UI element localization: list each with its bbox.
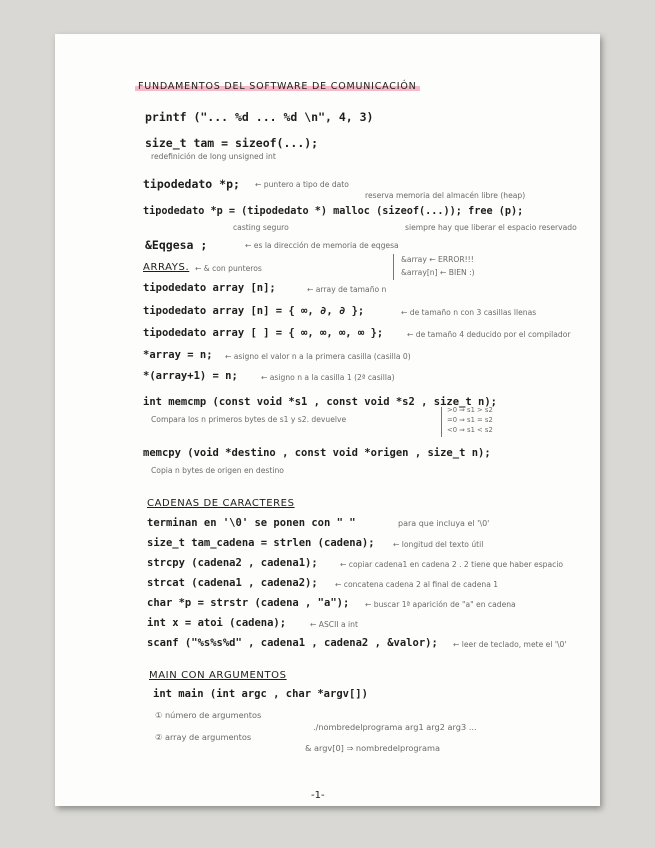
- cadenas-line-7: scanf ("%s%s%d" , cadena1 , cadena2 , &valor);: [147, 637, 438, 649]
- memcmp-line: int memcmp (const void *s1 , const void *s2 , size_t n);: [143, 396, 498, 408]
- cadenas-note-5: ← buscar 1ª aparición de "a" en cadena: [365, 600, 516, 609]
- array-line-2: tipodedato array [n] = { ∞, ∂, ∂ };: [143, 305, 365, 317]
- printf-line: printf ("... %d ... %d \n", 4, 3): [145, 110, 374, 124]
- arrays-side-error: &array ← ERROR!!!: [401, 255, 474, 264]
- pointer-line: tipodedato *p;: [143, 177, 240, 191]
- cadenas-line-2: size_t tam_cadena = strlen (cadena);: [147, 537, 375, 549]
- arrays-side-divider: [393, 254, 394, 280]
- page-number: -1-: [311, 790, 325, 801]
- address-line: &Eqgesa ;: [145, 238, 208, 252]
- memcmp-result-less: <0 ⇒ s1 < s2: [447, 426, 493, 434]
- arrays-note: ← & con punteros: [195, 264, 262, 273]
- main-note-argc: ① número de argumentos: [155, 710, 262, 720]
- memcmp-results-brace: [441, 407, 442, 437]
- cadenas-line-5: char *p = strstr (cadena , "a");: [147, 597, 350, 609]
- pointer-note: ← puntero a tipo de dato: [255, 180, 349, 189]
- main-note-argv: ② array de argumentos: [155, 732, 252, 742]
- array-note-3: ← de tamaño 4 deducido por el compilador: [407, 330, 571, 339]
- memcmp-note: Compara los n primeros bytes de s1 y s2. devuelve: [151, 415, 347, 424]
- array-note-1: ← array de tamaño n: [307, 285, 387, 294]
- cadenas-note-2: ← longitud del texto útil: [393, 540, 484, 549]
- main-signature: int main (int argc , char *argv[]): [153, 688, 368, 700]
- cadenas-note-3: ← copiar cadena1 en cadena 2 . 2 tiene que haber espacio: [340, 560, 564, 569]
- cadenas-note-4: ← concatena cadena 2 al final de cadena 1: [335, 580, 499, 589]
- notebook-page: [55, 34, 600, 806]
- memcpy-line: memcpy (void *destino , const void *origen , size_t n);: [143, 447, 491, 459]
- array-line-3: tipodedato array [ ] = { ∞, ∞, ∞, ∞ };: [143, 327, 384, 339]
- malloc-note-top: reserva memoria del almacén libre (heap): [365, 191, 526, 200]
- page-title: FUNDAMENTOS DEL SOFTWARE DE COMUNICACIÓN: [135, 81, 420, 92]
- cadenas-note-1: para que incluya el '\0': [398, 519, 490, 528]
- cadenas-line-3: strcpy (cadena2 , cadena1);: [147, 557, 318, 569]
- cadenas-header: CADENAS DE CARACTERES: [147, 498, 295, 509]
- array-line-1: tipodedato array [n];: [143, 282, 276, 294]
- malloc-note-cast: casting seguro: [233, 223, 289, 232]
- array-note-4: ← asigno el valor n a la primera casilla (casilla 0): [225, 352, 411, 361]
- memcmp-result-equal: =0 ⇒ s1 = s2: [447, 416, 493, 424]
- main-program-call: ./nombredelprograma arg1 arg2 arg3 ...: [313, 722, 477, 732]
- main-argv0-note: & argv[0] ⇒ nombredelprograma: [305, 743, 441, 753]
- array-note-5: ← asigno n a la casilla 1 (2ª casilla): [261, 373, 395, 382]
- malloc-line: tipodedato *p = (tipodedato *) malloc (sizeof(...)); free (p);: [143, 206, 524, 217]
- cadenas-line-4: strcat (cadena1 , cadena2);: [147, 577, 318, 589]
- cadenas-line-6: int x = atoi (cadena);: [147, 617, 287, 629]
- arrays-side-ok: &array[n] ← BIEN :): [401, 268, 475, 277]
- array-note-2: ← de tamaño n con 3 casillas llenas: [401, 308, 537, 317]
- array-line-4: *array = n;: [143, 349, 213, 361]
- memcpy-note: Copia n bytes de origen en destino: [151, 466, 284, 475]
- array-line-5: *(array+1) = n;: [143, 370, 238, 382]
- cadenas-note-7: ← leer de teclado, mete el '\0': [453, 640, 567, 649]
- memcmp-result-greater: >0 ⇒ s1 > s2: [447, 406, 493, 414]
- cadenas-note-6: ← ASCII a int: [310, 620, 358, 629]
- arrays-header: ARRAYS.: [143, 262, 190, 273]
- sizet-line: size_t tam = sizeof(...);: [145, 136, 319, 150]
- sizet-note: redefinición de long unsigned int: [151, 152, 276, 161]
- address-note: ← es la dirección de memoria de eqgesa: [245, 241, 399, 250]
- main-header: MAIN CON ARGUMENTOS: [149, 670, 287, 681]
- cadenas-line-1: terminan en '\0' se ponen con " ": [147, 517, 356, 529]
- free-note: siempre hay que liberar el espacio reservado: [405, 223, 577, 232]
